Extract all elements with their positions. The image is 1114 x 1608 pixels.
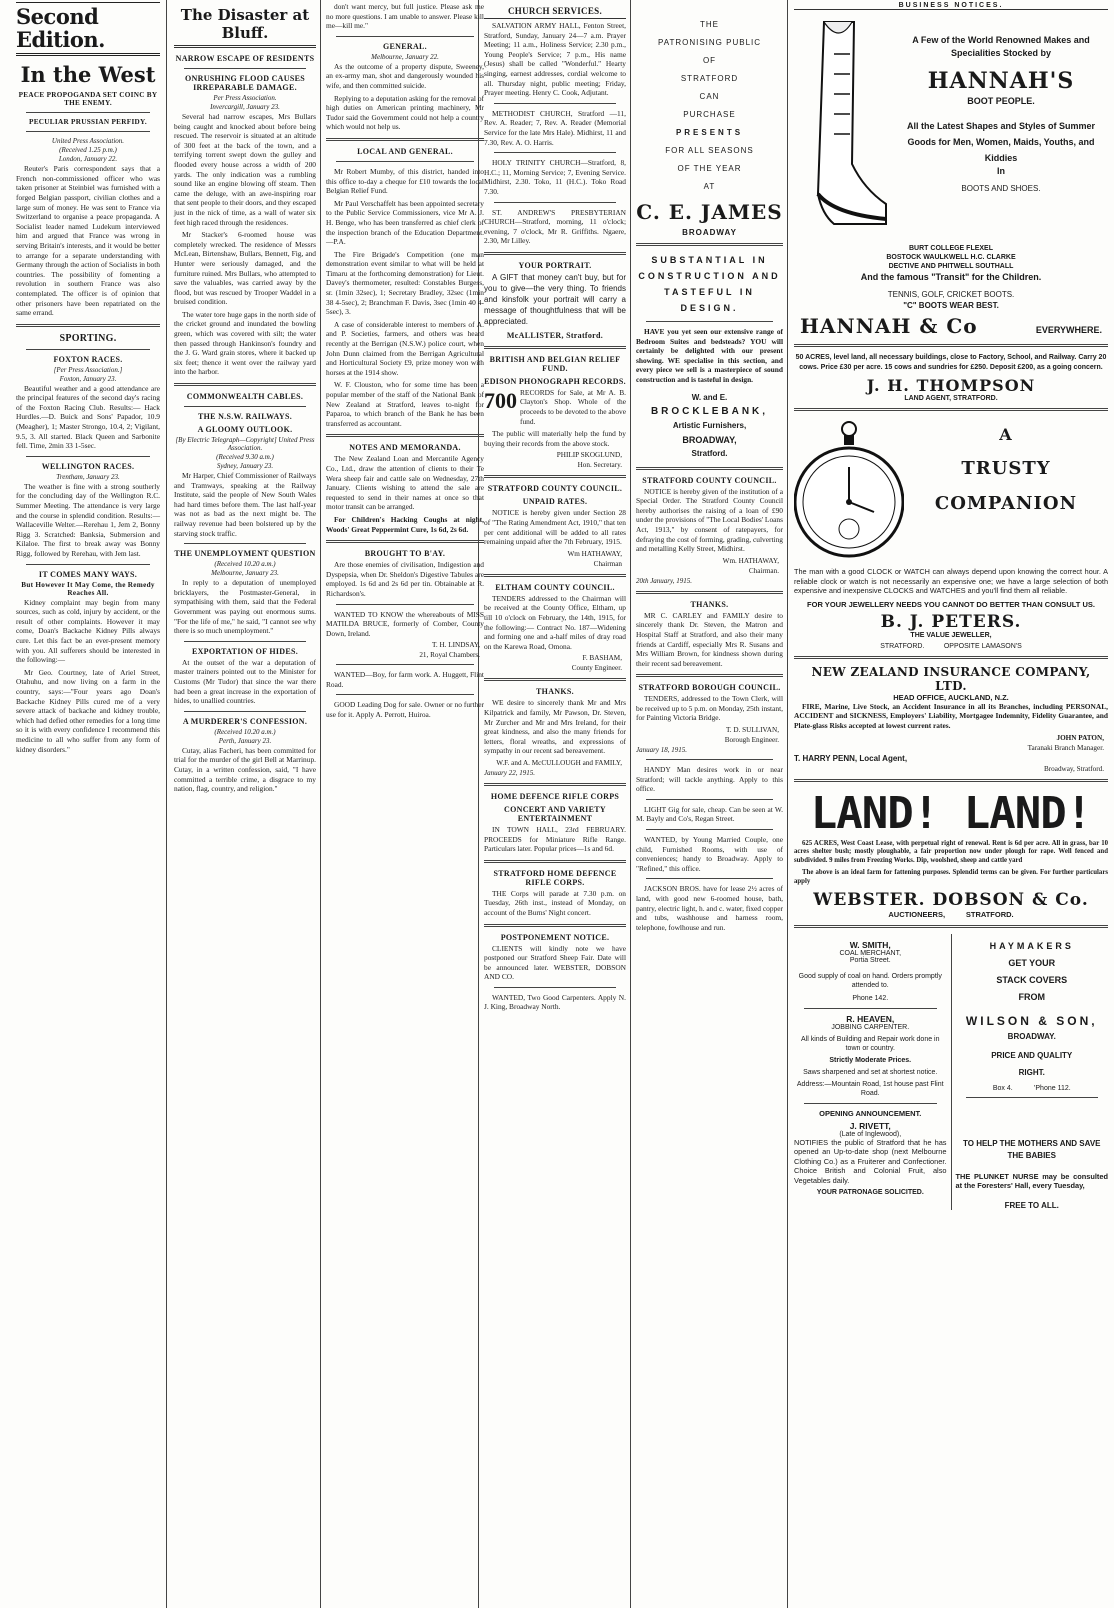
heading-shdrc: STRATFORD HOME DEFENCE RIFLE CORPS. — [493, 868, 617, 887]
column-5 — [632, 0, 787, 1608]
unemp-received: (Received 10.20 a.m.) — [214, 560, 276, 569]
everywhere: EVERYWHERE. — [1035, 325, 1102, 335]
hannah-body: All the Latest Shapes and Styles of Summer Goods for Men, Women, Maids, Youths, and Kiddies — [906, 121, 1096, 163]
wanted-boy: WANTED—Boy, for farm work. A. Huggett, Flint Road. — [326, 670, 484, 689]
land-headline: LAND! LAND! — [810, 787, 1092, 839]
haymakers-line-4: FROM — [1018, 991, 1045, 1002]
brocklebank-line-5: Stratford. — [691, 448, 728, 458]
rivett-body: NOTIFIES the public of Stratford that he has opened an Up-to-date shop (next Melbourne Clothing Co.) as a Fruiterer and Confectioner. Choice British and Colonial Fruit, also Vegetables daily. — [794, 1137, 947, 1185]
nzins-body: FIRE, Marine, Live Stock, an Accident Insurance in all its Branches, including PERSONAL, ACCIDENT and SICKNESS, Employers' Liability, Mortgagee Indemnity, Fidelity Guarantee, and Plate-glass Risks accepted at lowest current rates. — [794, 701, 1108, 730]
church-salvation: SALVATION ARMY HALL, Fenton Street, Stratford, Sunday, January 24—7 a.m. Prayer Meeting; 11 a.m., Holiness Service; 2.30 p.m., Young People's Service; 7 p.m., His name (Jesus) shall be called "Wonderful." Hearty singing, earnest addresses, cordial welcome to all. Thursday night, public meeting; Friday, Prayer meeting. Henry C. Cook, Adjutant. — [484, 21, 626, 98]
nsw-body: Mr Harper, Chief Commissioner of Railways and Tramways, speaking at the Railway Institute, said the people of New South Wales had hard times before them. The last half-year was not as bad as the next might be. The railway revenue had been bolstered up by the starving stock traffic. — [174, 471, 316, 538]
unpaid-signature: Wm HATHAWAY, — [567, 549, 622, 558]
peters-name: B. J. PETERS. — [880, 611, 1022, 632]
notes-body2: For Children's Hacking Coughs at night, Woods' Great Peppermint Cure, 1s 6d, 2s 6d. — [326, 514, 484, 534]
column-2 — [170, 0, 320, 1608]
heading-portrait: YOUR PORTRAIT. — [518, 260, 592, 270]
paton-name: JOHN PATON, — [1056, 733, 1104, 742]
murder-date: Perth, January 23. — [218, 736, 272, 745]
acres-ad: 50 ACRES, level land, all necessary buildings, close to Factory, School, and Railway. Carry 20 cows. Price £30 per acre. 15 cows and sundries for £250. Deposit £200, as a going concern. — [795, 354, 1107, 371]
hannah-intro: A Few of the World Renowned Makes and Specialities Stocked by — [912, 35, 1090, 58]
edison-signature2: Hon. Secretary. — [577, 461, 622, 470]
heading-relief: BRITISH AND BELGIAN RELIEF FUND. — [489, 354, 621, 373]
haymakers-line-3: STACK COVERS — [996, 974, 1068, 985]
heading-brought: BROUGHT TO B'AY. — [364, 549, 446, 559]
brocklebank-line-3: Artistic Furnishers, — [672, 420, 747, 430]
free-line: FREE TO ALL. — [1004, 1200, 1059, 1210]
sub-flood: ONRUSHING FLOOD CAUSES IRREPARABLE DAMAGE. — [185, 74, 305, 92]
hannah-name: HANNAH'S — [927, 68, 1075, 94]
scc-signature: Wm. HATHAWAY, — [722, 556, 779, 565]
patron-line-5: CAN — [699, 92, 720, 101]
heaven-name: R. HEAVEN, — [846, 1013, 895, 1024]
trusty-ad — [794, 417, 1108, 567]
thanks-body: WE desire to sincerely thank Mr and Mrs Kilpatrick and family, Mr Pawson, Dr. Steven, Mr Zurcher and Mr and Mrs Ireland, for their great kindness, and also the many friends for letters, floral wreaths, and expressions of sympathy in our recent sad bereavement. — [484, 698, 626, 756]
smith-phone: Phone 142. — [852, 994, 889, 1002]
wilson-address: BROADWAY. — [1007, 1031, 1056, 1041]
heaven-body: All kinds of Building and Repair work done in town or country. — [800, 1035, 940, 1052]
smith-address: Portia Street. — [849, 956, 891, 964]
thompson-sub: LAND AGENT, STRATFORD. — [904, 395, 998, 402]
sbc-signature2: Borough Engineer. — [724, 736, 779, 745]
sbc-date: January 18, 1915. — [636, 746, 687, 755]
article-body: Reuter's Paris correspondent says that a French non-commissioned officer who was taken prisoner at Steinbiel was furnished with a forged Belgian passport, civilian clothes and a large sum of money. He was sent to France via Switzerland to organise a peace propaganda. A Socialist leader named Ludekum interviewed him and argued that France was wrong in serving Britain's interests, and it would be better to arrange for a separate understanding with Germany through the action of Socialists in both countries. The possibility of fomenting a revolution in southern France was also contemplated. The officer is of opinion that other prisoners have been repatriated on the same errand. — [16, 164, 160, 318]
patron-line-1: THE — [700, 20, 719, 29]
heading-hdrc: HOME DEFENCE RIFLE CORPS — [490, 791, 620, 801]
transit-line: And the famous "Transit" for the Children. — [860, 272, 1042, 282]
unpaid-body: NOTICE is hereby given under Section 28 of "The Rating Amendment Act, 1910," that ten per cent additional will be added to all rates remaining unpaid after the 7th February, 1915. — [484, 508, 626, 547]
heaven-saws: Saws sharpened and set at shortest notice. — [803, 1068, 938, 1076]
thompson-name: J. H. THOMPSON — [866, 376, 1036, 395]
portrait-body: A GIFT that money can't buy, but for you to give—the very thing. To friends and kinsfolk your portrait will carry a message of thoughtfulness that will be appreciated. — [484, 272, 626, 326]
land-body: 625 ACRES, West Coast Lease, with perpetual right of renewal. Rent is 6d per acre. All in grass, bar 10 acres shelter bush; mostly ploughable, a fair proportion now under plough for rape. Well fenced and subdivided. 9 miles from Freezing Works. Dip, woolshed, sheep and cattle yard — [794, 839, 1108, 865]
auctioneers-line: AUCTIONEERS, STRATFORD. — [888, 909, 1014, 919]
shdrc-body: THE Corps will parade at 7.30 p.m. on Tuesday, 26th inst., instead of Monday, on account of the Burns' Night concert. — [484, 888, 626, 917]
wanted-carpenters: WANTED, Two Good Carpenters. Apply N. J. King, Broadway North. — [484, 992, 626, 1012]
heading-thanks: THANKS. — [536, 687, 574, 697]
heading-eltham: ELTHAM COUNTY COUNCIL. — [495, 582, 615, 592]
sub-narrow-escape: NARROW ESCAPE OF RESIDENTS — [175, 54, 315, 63]
land-body2: The above is an ideal farm for fattening purposes. Splendid terms can be given. For further particulars apply — [794, 868, 1108, 885]
patron-line-9: OF THE YEAR — [677, 164, 742, 173]
opening-heading: OPENING ANNOUNCEMENT. — [819, 1108, 922, 1118]
heading-commonwealth: COMMONWEALTH CABLES. — [186, 392, 304, 402]
boot-illustration-icon — [794, 14, 890, 244]
hides-body: At the outset of the war a deputation of master trainers pointed out to the Minister for Customs (Mr Tudor) that since the war there had been a great increase in the exportation of hides, to unallied countries. — [174, 657, 316, 706]
wilson-name: WILSON & SON, — [965, 1013, 1098, 1028]
local-body1: Mr Robert Mumby, of this district, handed into this office to-day a cheque for £10 towards the local Belgian Relief Fund. — [326, 166, 484, 196]
scc-date: 20th January, 1915. — [636, 576, 692, 585]
wilson-price: PRICE AND QUALITY — [991, 1050, 1073, 1060]
wanted-notice: WANTED TO KNOW the whereabouts of MISS MATILDA BRUCE, formerly of Comber, County Down, Ireland. — [326, 609, 484, 638]
light-gig: LIGHT Gig for sale, cheap. Can be seen at W. M. Bayly and Co's, Regan Street. — [636, 804, 783, 824]
heaven-sub: JOBBING CARPENTER. — [831, 1023, 910, 1031]
bluff-body2: Mr Stacker's 6-roomed house was completely wrecked. The residence of Messrs McLean, Birtenshaw, Bullars, Bennett, Fig, and Hunter were seriously damaged, and the furniture ruined. Mrs Bullars, who attempted to save the valuables, was carried away by the flood, but was rescued by Trooper Waddel in a bruised condition. — [174, 230, 316, 307]
hannah-ad — [794, 14, 1108, 244]
dateline: Invercargill, January 23. — [210, 103, 280, 111]
paton-sub: Taranaki Branch Manager. — [1027, 743, 1104, 752]
brocklebank-line-2: BROCKLEBANK, — [650, 405, 769, 417]
trentham-date: Trentham, January 23. — [56, 472, 120, 481]
edison-body: RECORDS for Sale, at Mr A. B. Clayton's Shop. Whole of the proceeds to be devoted to the above fund. — [520, 387, 626, 426]
heading-general: GENERAL. — [383, 41, 427, 51]
heading-unemployment: THE UNEMPLOYMENT QUESTION — [174, 549, 316, 559]
general-body: As the outcome of a property dispute, Sweeney, an ex-army man, shot and dangerously wounded his wife, and then committed suicide. — [326, 61, 484, 90]
good-dog: GOOD Leading Dog for sale. Owner or no further use for it. Apply A. Perrott, Huiroa. — [326, 700, 484, 720]
haymakers-line-1: HAYMAKERS — [989, 940, 1074, 951]
sbc-body: TENDERS, addressed to the Town Clerk, will be received up to 5 p.m. on Monday, 25th instant, for Painting Victoria Bridge. — [636, 694, 783, 723]
patron-line-10: AT — [703, 182, 716, 191]
notes-body: The New Zealand Loan and Mercantile Agency Co., Ltd., draw the attention of clients to their Te Wera sheep fair and cattle sale on Wednesday, 27th January. Clients wishing to attend the sale are requested to send in their names at once so that motor transit can be arranged. — [326, 454, 484, 512]
edison-body2: The public will materially help the fund by buying their records from the above stock. — [484, 429, 626, 448]
agency-line: United Press Association. — [51, 137, 125, 146]
rivett-solicited: YOUR PATRONAGE SOLICITED. — [816, 1188, 924, 1196]
bluff-body3: The water tore huge gaps in the north side of the cricket ground and inundated the bowling green, which was covered with silt; the water then passed through Hankinson's foundry and the J. G. Ward grain stores, where it backed up six feet; thence it went over the railway yard into the harbor. — [174, 309, 316, 377]
eltham-signature2: County Engineer. — [571, 664, 622, 673]
heading-local: LOCAL AND GENERAL. — [357, 146, 453, 156]
edison-number: 700 — [484, 387, 517, 413]
local-body4: A case of considerable interest to members of A. and P. Societies, farmers, and others was heard recently at the Berrigan (N.S.W.) police court, when John Dunn claimed from the Berrigan Agricultural and Horticultural Society £9, prize money won with horses at the 1914 show. — [326, 319, 484, 377]
peters-sub: THE VALUE JEWELLER, — [910, 631, 992, 639]
penn-line: T. HARRY PENN, Local Agent, — [794, 753, 908, 763]
mothers-heading: TO HELP THE MOTHERS AND SAVE THE BABIES — [963, 1138, 1101, 1160]
trusty-line-1: A — [999, 425, 1013, 444]
agency-line: Per Press Association. — [213, 94, 277, 102]
section-sporting: SPORTING. — [59, 332, 117, 344]
brought-body: Are those enemies of civilisation, Indigestion and Dyspepsia, when Dr. Sheldon's Digestive Tabules are employed. 1s 6d and 2s 6d per tin. Obtainable at R. Richardson's. — [326, 560, 484, 598]
trusty-line-3: COMPANION — [934, 493, 1078, 514]
nsw-agency: [By Electric Telegraph—Copyright] United Press Association. — [175, 436, 315, 453]
plunket-body: THE PLUNKET NURSE may be consulted at the Foresters' Hall, every Tuesday, — [955, 1171, 1108, 1191]
itcomes-body2: Mr Geo. Courtney, late of Ariel Street, Otahuhu, and now living on a farm in the country, says:—"Four years ago Doan's Backache Kidney Pills cured me of a very severe attack of backache and kidney trouble, which had defied other remedies for a long time so it is with every confidence I recommend this medicine to all who suffer from any form of kidney disorders." — [16, 667, 160, 754]
itcomes-body: Kidney complaint may begin from many sources, such as cold, injury by accident, or the result of other complaints. However it may come, Doan's Backache Kidney Pills always cure. Let this fact be an ever-present memory with you. All sufferers should be interested in the following:— — [16, 597, 160, 665]
heaven-address: Address:—Mountain Road, 1st house past Flint Road. — [796, 1080, 944, 1097]
local-body5: W. F. Clouston, who for some time has been a popular member of the staff of the National Bank of New Zealand at Stratford, leaves to-night for Paparoa, to which branch of the Bank he has been transferred as accountant. — [326, 380, 484, 428]
received-line: (Received 1.25 p.m.) — [59, 146, 117, 155]
heaven-prices: Strictly Moderate Prices. — [829, 1056, 912, 1064]
thanks-signature: W.F. and A. McCULLOUGH and FAMILY, — [496, 758, 622, 767]
trusty-line-2: TRUSTY — [961, 458, 1051, 479]
murder-received: (Received 10.20 a.m.) — [214, 727, 276, 736]
hannah-co: HANNAH & Co — [800, 314, 978, 338]
thanks-carley-body: MR C. CARLEY and FAMILY desire to sincerely thank Dr. Steven, the Matron and Hospital Staff at Stratford, and also their many friends at Cardiff, especially Mrs R. Susans and Mrs William Brown, for kindness shown during their recent sad bereavement. — [636, 610, 783, 668]
bluff-body: Several had narrow escapes, Mrs Bullars being caught and knocked about before being rescued. The reservoir is situated at an altitude of 300 feet at the back of the town, and a terrifying torrent swept down the gulley and flooded every house across a width of 200 yards. The only indication was a rumbling sound like an engine blowing off steam. Then came the deluge, with an awe-inspiring roar that sent people to their doors, and they escaped just in the nick of time, as a wall of water six feet high raced through the residences. — [174, 112, 316, 227]
penn-sub: Broadway, Stratford. — [1043, 764, 1104, 773]
brands-line-2: BOSTOCK WAULKWELL H.C. CLARKE — [886, 254, 1016, 261]
pocket-watch-icon — [794, 417, 904, 567]
heading-foxton: FOXTON RACES. — [53, 354, 123, 364]
postponement-body: CLIENTS will kindly note we have postponed our Stratford Sheep Fair. Date will be announced later. WEBSTER, DOBSON AND CO. — [484, 943, 626, 982]
trusty-body: The man with a good CLOCK or WATCH can always depend upon knowing the correct hour. A reliable clock or watch is not necessarily an expensive one; we have a large selection of both expensive and inexpensive CLOCKS and WATCHES and you'll find them all reliable. — [794, 567, 1108, 596]
heading-itcomes: IT COMES MANY WAYS. — [38, 569, 138, 579]
subhead-peace: PEACE PROPOGANDA SET COINC BY THE ENEMY. — [18, 91, 158, 108]
brands-line-3: DECTIVE AND PHITWELL SOUTHALL — [888, 263, 1014, 270]
eltham-body: TENDERS addressed to the Chairman will be received at the County Office, Eltham, up till 10 o'clock on February, the 14th, 1915, for the following:— Contract No. 187—Widening and forming one and a-half miles of dray road on the Karewa Road, Omona. — [484, 593, 626, 651]
sbc-signature: T. D. SULLIVAN, — [725, 726, 779, 735]
heading-scc: STRATFORD COUNTY COUNCIL. — [642, 475, 777, 485]
substantial-heading: SUBSTANTIAL IN CONSTRUCTION AND TASTEFUL IN DESIGN. — [638, 255, 781, 313]
cboots-line: "C" BOOTS WEAR BEST. — [903, 301, 999, 310]
scc-body: NOTICE is hereby given of the institution of a Special Order. The Stratford County Council hereby authorises the raising of a loan of £90 under the provisions of "The Local Bodies' Loans Act, 1913," by consent of ratepayers, for defraying the cost of forming, grading, culverting and metalling Kelly Street, Midhirst. — [636, 486, 783, 554]
nzins-office: HEAD OFFICE, AUCKLAND, N.Z. — [893, 692, 1009, 702]
local-body2: Mr Paul Verschaffelt has been appointed secretary to the Public Service Commissioners, vice Mr A. J. H. Benge, who has been transferred as chief clerk of the inspection branch of the Education Department.—P.A. — [326, 198, 484, 247]
foxton-body: Beautiful weather and a good attendance are the principal features of the second day's racing of the Foxton Racing Club. Results:— Hack Hurdles.—D. Buick and Sons' Papador, 10.9 (Meagher), 1; Master Strongo, 10.4, 2; Vigilant, 9.5, 3. All started. Black Queen and Sarbonite fell. Time, 2min 33 1-5sec. — [16, 383, 160, 451]
wilson-box: Box 4. 'Phone 112. — [992, 1084, 1071, 1092]
tennis-line: TENNIS, GOLF, CRICKET BOOTS. — [887, 290, 1015, 299]
column-6 — [790, 0, 1112, 1608]
column-3 — [322, 0, 488, 1608]
column-4 — [480, 0, 630, 1608]
smith-sub: COAL MERCHANT, — [839, 949, 902, 957]
james-broadway: BROADWAY — [682, 228, 737, 237]
unpaid-signature2: Chairman — [593, 559, 622, 568]
trentham-body: The weather is fine with a strong southerly for the concluding day of the Wellington R.C. Summer Meeting. The attendance is very large and the course in splendid condition. Results:— Wallaceville Welter.—Rerehau 1, Jem 2, Bonny Rigg 3. Scratched: Banksia, Submersion and Kilaloe. The first to break away was Bonny Rigg, followed by Rerehau, with Jem last. — [16, 481, 160, 558]
nsw-sub: A GLOOMY OUTLOOK. — [197, 425, 293, 435]
unemp-date: Melbourne, January 23. — [211, 569, 279, 578]
portrait-signature: McALLISTER, Stratford. — [506, 330, 604, 340]
rivett-name: J. RIVETT, — [849, 1120, 891, 1131]
heading-hides: EXPORTATION OF HIDES. — [191, 646, 299, 656]
murder-continued: don't want mercy, but full justice. Please ask me no more questions. I am unable to answer. Please kill me—kill me." — [326, 2, 484, 31]
jewellery-line: FOR YOUR JEWELLERY NEEDS YOU CANNOT DO BETTER THAN CONSULT US. — [807, 599, 1095, 609]
haymakers-line-2: GET YOUR — [1008, 957, 1056, 968]
heading-edison: EDISON PHONOGRAPH RECORDS. — [484, 376, 626, 386]
subhead-perfidy: PECULIAR PRUSSIAN PERFIDY. — [29, 118, 147, 127]
brands-line-1: BURT COLLEGE FLEXEL — [909, 245, 993, 252]
hannah-sub: BOOT PEOPLE. — [967, 96, 1035, 106]
webster-name: WEBSTER. DOBSON & Co. — [813, 889, 1089, 910]
heading-nsw: THE N.S.W. RAILWAYS. — [197, 412, 293, 422]
headline-west: In the West — [20, 62, 156, 88]
smith-body: Good supply of coal on hand. Orders promptly attended to. — [798, 972, 942, 989]
patron-line-2: PATRONISING PUBLIC — [657, 38, 762, 47]
edison-signature: PHILIP SKOGLUND, — [556, 451, 622, 460]
heading-wellington: WELLINGTON RACES. — [41, 461, 135, 471]
rivett-sub: (Late of Inglewood), — [839, 1130, 902, 1138]
itcomes-sub: But However It May Come, the Remedy Reaches All. — [21, 580, 155, 597]
church-presbyterian: ST. ANDREW'S PRESBYTERIAN CHURCH—Stratford, morning, 11 o'clock; evening, 7 o'clock, Mr R. Griffiths. Ngaere, 2.30, Mr Lilley. — [484, 207, 626, 246]
nzins-name: NEW ZEALAND INSURANCE COMPANY, LTD. — [811, 664, 1091, 693]
heading-concert: CONCERT AND VARIETY ENTERTAINMENT — [504, 804, 606, 823]
hannah-in: In — [997, 166, 1005, 176]
patron-line-3: OF — [702, 56, 717, 65]
smith-name: W. SMITH, — [849, 939, 891, 950]
handy-man: HANDY Man desires work in or near Stratford; will tackle anything. Apply to this office. — [636, 765, 783, 794]
substantial-body: HAVE you yet seen our extensive range of Bedroom Suites and bedsteads? YOU will certainly be delighted with our present showing. WE specialise in this section, and every piece we sell is a masterpiece of sound construction and is tasteful in design. — [636, 327, 783, 384]
heading-sbc: STRATFORD BOROUGH COUNCIL. — [638, 683, 781, 693]
wanted-address: 21, Royal Chambers. — [419, 651, 480, 660]
nsw-date: Sydney, January 23. — [216, 462, 274, 471]
thanks-date: January 22, 1915. — [484, 768, 535, 777]
nsw-received: (Received 9.30 a.m.) — [216, 453, 274, 462]
murder-body: Cutay, alias Facheri, has been committed for trial for the murder of the girl Bell at Marrinup. Cutay, in a written confession, said, "I have committed a terrible crime, a disgrace to my nation, flag, country, and religion." — [174, 745, 316, 794]
heading-county-council: STRATFORD COUNTY COUNCIL. — [487, 484, 623, 494]
patron-line-6: PURCHASE — [683, 110, 736, 119]
heading-thanks-carley: THANKS. — [690, 599, 729, 609]
dateline: London, January 22. — [58, 155, 118, 164]
patron-line-8: FOR ALL SEASONS — [665, 146, 754, 155]
edition-masthead: Second Edition. — [16, 2, 160, 56]
heading-church: CHURCH SERVICES. — [484, 6, 626, 19]
unemp-body: In reply to a deputation of unemployed bricklayers, the Postmaster-General, in sympathising with them, said that the Federal Government was paying out enormous sums. "For the life of me," he said, "I cannot see why there is so much unemployment." — [174, 578, 316, 636]
wilson-right: RIGHT. — [1018, 1067, 1045, 1077]
business-banner: BUSINESS NOTICES. — [794, 2, 1108, 10]
heading-murderer: A MURDERER'S CONFESSION. — [182, 716, 308, 726]
hannah-boots: BOOTS AND SHOES. — [961, 184, 1041, 193]
brocklebank-line-4: BROADWAY, — [682, 434, 737, 445]
general-body2: Replying to a deputation asking for the removal of high duties on American printing machinery, Mr Tudor said the Government could not help a country which would not help us. — [326, 93, 484, 132]
church-trinity: HOLY TRINITY CHURCH—Stratford, 8, H.C.; 11, Morning Service; 7, Evening Service. Midhirst, 2.30. Toko, 11 (H.C.). Toko Road 7.30. — [484, 158, 626, 196]
heading-notes: NOTES AND MEMORANDA. — [349, 443, 461, 453]
heading-postponement: POSTPONEMENT NOTICE. — [500, 932, 610, 942]
eltham-signature: F. BASHAM, — [582, 654, 622, 663]
scc-signature2: Chairman. — [748, 566, 779, 575]
wanted-rooms: WANTED, by Young Married Couple, one child, Furnished Rooms, with use of conveniences; handy to Broadway. Apply to "Refined," this office. — [636, 835, 783, 873]
james-name: C. E. JAMES — [636, 200, 783, 224]
foxton-date: Foxton, January 23. — [59, 374, 117, 383]
patron-line-4: STRATFORD — [680, 74, 739, 83]
jackson-bros: JACKSON BROS. have for lease 2½ acres of land, with good new 6-roomed house, bath, pantry, electric light, h. and c. water, fixed copper and tubs, washhouse and harness room, telephone, fowlhouse and run. — [636, 884, 783, 932]
church-methodist: METHODIST CHURCH, Stratford —11, Rev. A. Reader; 7, Rev. A. Reader (Memorial Service for the late Mrs Hale). Midhirst, 11 and 7.30, Rev. A. O. Harris. — [484, 108, 626, 147]
concert-body: IN TOWN HALL, 23rd FEBRUARY. PROCEEDS for Miniature Rifle Range. Particulars later. Popular prices—1s and 6d. — [484, 824, 626, 854]
heading-unpaid: UNPAID RATES. — [522, 497, 588, 507]
wanted-signature: T. H. LINDSAY, — [432, 641, 480, 650]
general-date: Melbourne, January 22. — [371, 52, 439, 61]
local-body3: The Fire Brigade's Competition (one man demonstration event similar to what will be held at Timaru at the forthcoming demonstration) for Lieut. Davey's thermometer, resulted: Constables Burgess, sr. (1min 32sec), 1; Secretary Bradley, 32sec (1min 38 4-5sec), 2; Branchman F. Davis, 3sec (1min 40 4-5sec), 3. — [326, 249, 484, 317]
press-line: [Per Press Association.] — [53, 365, 123, 374]
brocklebank-line-1: W. and E. — [691, 392, 728, 402]
headline-bluff: The Disaster at Bluff. — [174, 6, 316, 48]
patron-line-7: PRESENTS — [675, 128, 744, 137]
peters-location: STRATFORD. OPPOSITE LAMASON'S — [880, 642, 1022, 650]
column-1 — [12, 0, 164, 1608]
